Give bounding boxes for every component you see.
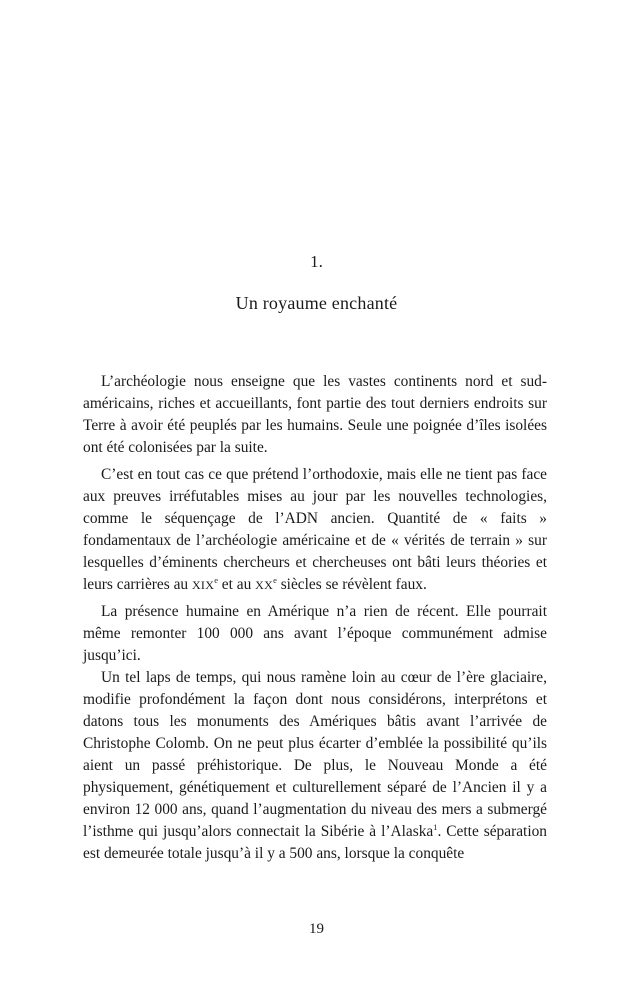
paragraph-2 — [83, 464, 547, 596]
paragraph-3: La présence humaine en Amérique n’a rien de récent. Elle pourrait même remonter 100 000 ans avant l’époque communément admise jusqu’ici. — [83, 603, 547, 664]
paragraph-2-text-a: C’est en tout cas ce que prétend l’orthodoxie, mais elle ne tient pas face aux preuves irréfutables mises au jour par les nouvelles technologies, comme le séquençage de l’ADN ancien. Quantité de « faits » fondamentaux de l’archéologie américaine et de « vérités de terrain » sur lesquelles d’éminents chercheurs et chercheuses ont bâti leurs théories et leurs carrières au — [83, 466, 547, 593]
chapter-title: Un royaume enchanté — [235, 293, 398, 313]
century-20-suffix: e — [273, 574, 277, 585]
paragraph-4-text-b: . Cette séparation est demeurée totale jusqu’à il y a 500 ans, lorsque la conquête — [83, 823, 547, 862]
century-19: XIX — [191, 578, 215, 592]
footnote-marker[interactable]: 1 — [433, 821, 438, 832]
paragraph-1: L’archéologie nous enseigne que les vastes continents nord et sud-américains, riches et accueillants, font partie des tout derniers endroits sur Terre à avoir été peuplés par les humains. Seule une poignée d’îles isolées ont été colonisées par la suite. — [83, 373, 547, 456]
chapter-number: 1. — [310, 252, 323, 271]
body-text — [83, 371, 547, 865]
century-20: XX — [255, 578, 274, 592]
paragraph-4-text-a: Un tel laps de temps, qui nous ramène loin au cœur de l’ère glaciaire, modifie profondément la façon dont nous considérons, interprétons et datons tous les monuments des Amériques bâtis avant l’arrivée de Christophe Colomb. On ne peut plus écarter d’emblée la possibilité qu’ils aient un passé préhistorique. De plus, le Nouveau Monde a été physiquement, génétiquement et culturellement séparé de l’Ancien il y a environ 12 000 ans, quand l’augmentation du niveau des mers a submergé l’isthme qui jusqu’alors connectait la Sibérie à l’Alaska — [83, 669, 547, 840]
paragraph-4 — [83, 667, 547, 865]
paragraph-2-text-b: et au — [217, 576, 256, 593]
page-number: 19 — [309, 921, 324, 937]
century-19-suffix: e — [214, 574, 218, 585]
paragraph-2-text-c: siècles se révèlent faux. — [276, 576, 427, 593]
